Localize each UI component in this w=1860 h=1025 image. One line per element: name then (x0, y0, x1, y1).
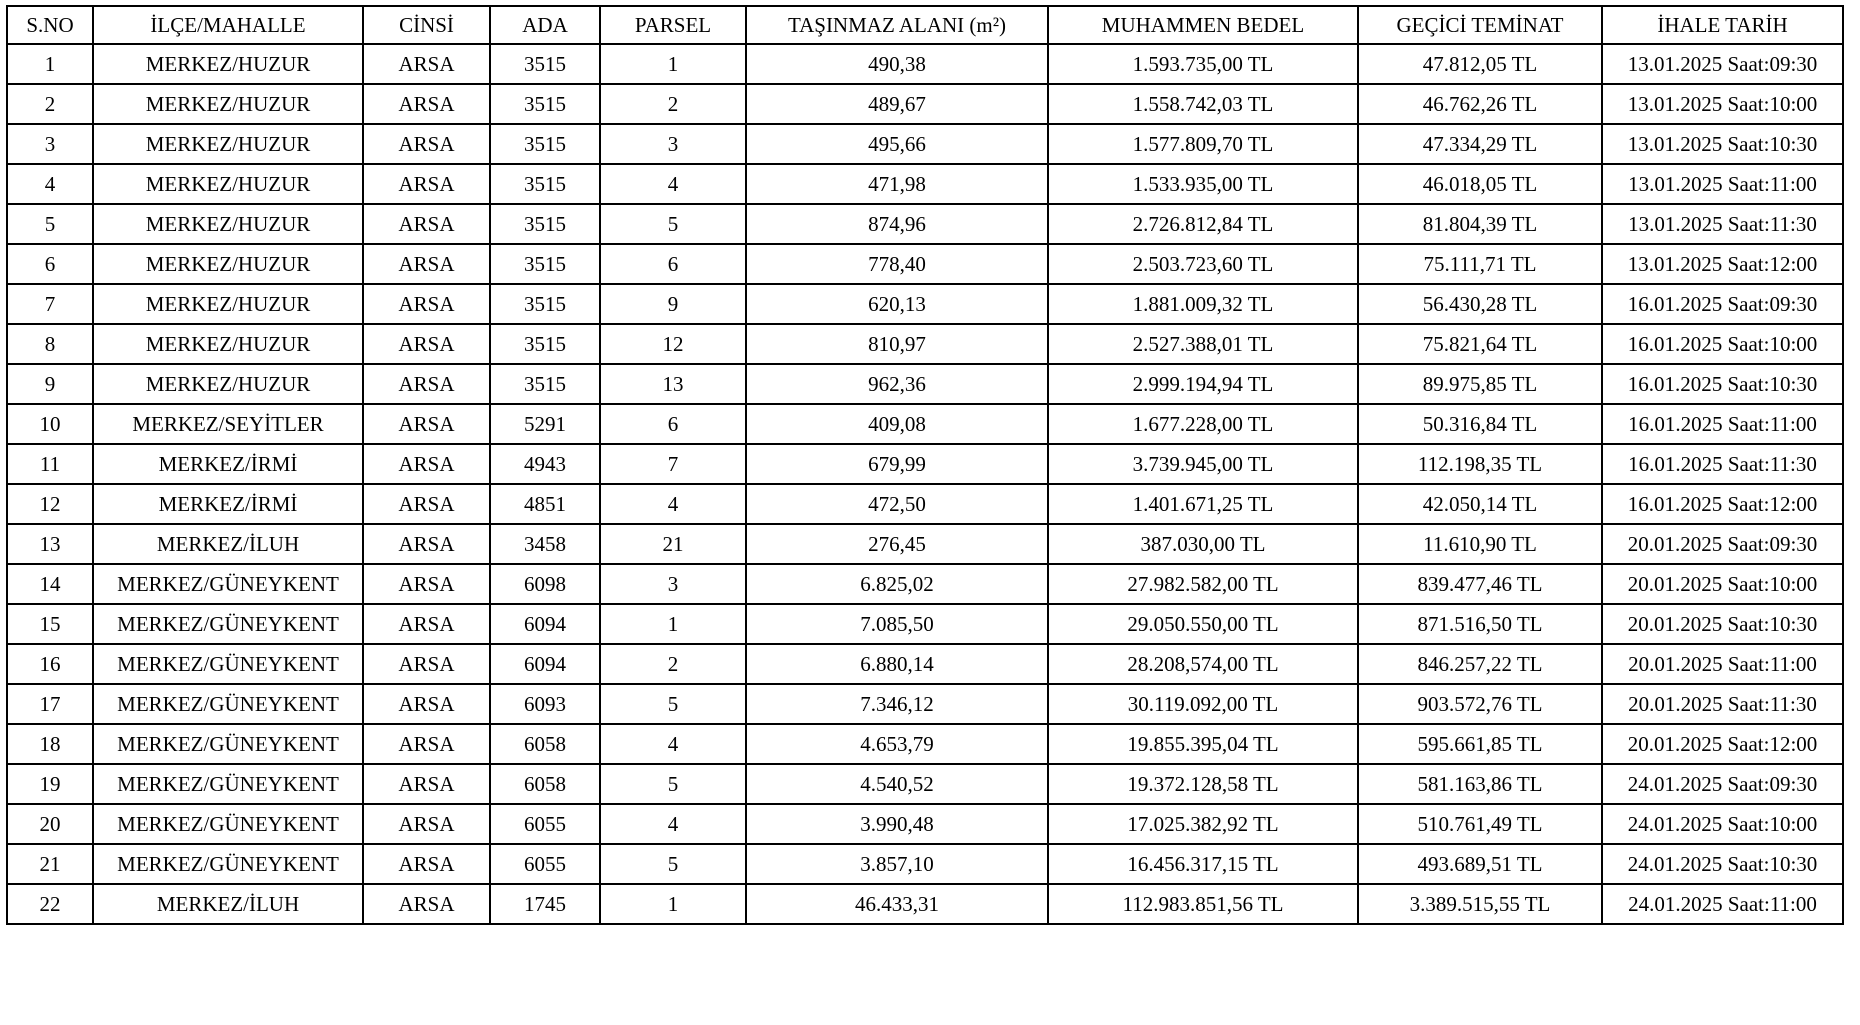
cell-gecici-teminat: 56.430,28 TL (1358, 284, 1602, 324)
cell-gecici-teminat: 47.334,29 TL (1358, 124, 1602, 164)
cell-muhammen-bedel: 1.677.228,00 TL (1048, 404, 1358, 444)
cell-ilce-mahalle: MERKEZ/GÜNEYKENT (93, 684, 363, 724)
cell-cinsi: ARSA (363, 204, 490, 244)
table-row (7, 124, 1843, 164)
table-row (7, 724, 1843, 764)
cell-muhammen-bedel: 2.726.812,84 TL (1048, 204, 1358, 244)
cell-sno: 8 (7, 324, 93, 364)
cell-ihale-tarih: 20.01.2025 Saat:10:00 (1602, 564, 1843, 604)
cell-ihale-tarih: 24.01.2025 Saat:10:30 (1602, 844, 1843, 884)
cell-ihale-tarih: 24.01.2025 Saat:09:30 (1602, 764, 1843, 804)
cell-ada: 3515 (490, 284, 600, 324)
cell-cinsi: ARSA (363, 844, 490, 884)
cell-parsel: 2 (600, 644, 746, 684)
cell-parsel: 6 (600, 244, 746, 284)
cell-gecici-teminat: 581.163,86 TL (1358, 764, 1602, 804)
cell-ihale-tarih: 16.01.2025 Saat:09:30 (1602, 284, 1843, 324)
cell-ihale-tarih: 13.01.2025 Saat:09:30 (1602, 44, 1843, 84)
cell-tasinmaz-alani: 6.825,02 (746, 564, 1048, 604)
table-row (7, 444, 1843, 484)
auction-table (6, 5, 1844, 925)
table-row (7, 844, 1843, 884)
cell-ilce-mahalle: MERKEZ/GÜNEYKENT (93, 564, 363, 604)
cell-ada: 6093 (490, 684, 600, 724)
cell-tasinmaz-alani: 874,96 (746, 204, 1048, 244)
cell-tasinmaz-alani: 490,38 (746, 44, 1048, 84)
cell-parsel: 9 (600, 284, 746, 324)
cell-parsel: 13 (600, 364, 746, 404)
column-header-tasinmaz-alani: TAŞINMAZ ALANI (m²) (746, 6, 1048, 44)
cell-ihale-tarih: 16.01.2025 Saat:11:30 (1602, 444, 1843, 484)
cell-muhammen-bedel: 17.025.382,92 TL (1048, 804, 1358, 844)
cell-ada: 3515 (490, 324, 600, 364)
cell-muhammen-bedel: 19.372.128,58 TL (1048, 764, 1358, 804)
cell-cinsi: ARSA (363, 164, 490, 204)
cell-sno: 17 (7, 684, 93, 724)
cell-ilce-mahalle: MERKEZ/HUZUR (93, 164, 363, 204)
cell-gecici-teminat: 3.389.515,55 TL (1358, 884, 1602, 924)
cell-gecici-teminat: 75.821,64 TL (1358, 324, 1602, 364)
cell-ada: 6094 (490, 604, 600, 644)
cell-ilce-mahalle: MERKEZ/GÜNEYKENT (93, 764, 363, 804)
cell-ada: 1745 (490, 884, 600, 924)
cell-cinsi: ARSA (363, 804, 490, 844)
table-row (7, 204, 1843, 244)
cell-sno: 12 (7, 484, 93, 524)
cell-cinsi: ARSA (363, 404, 490, 444)
cell-ilce-mahalle: MERKEZ/İRMİ (93, 444, 363, 484)
cell-ihale-tarih: 13.01.2025 Saat:10:30 (1602, 124, 1843, 164)
cell-ihale-tarih: 20.01.2025 Saat:11:30 (1602, 684, 1843, 724)
cell-cinsi: ARSA (363, 604, 490, 644)
cell-muhammen-bedel: 30.119.092,00 TL (1048, 684, 1358, 724)
cell-tasinmaz-alani: 4.653,79 (746, 724, 1048, 764)
cell-tasinmaz-alani: 46.433,31 (746, 884, 1048, 924)
table-row (7, 484, 1843, 524)
cell-sno: 6 (7, 244, 93, 284)
cell-ilce-mahalle: MERKEZ/HUZUR (93, 364, 363, 404)
cell-ilce-mahalle: MERKEZ/GÜNEYKENT (93, 844, 363, 884)
cell-tasinmaz-alani: 7.346,12 (746, 684, 1048, 724)
cell-ihale-tarih: 16.01.2025 Saat:11:00 (1602, 404, 1843, 444)
cell-ilce-mahalle: MERKEZ/İLUH (93, 884, 363, 924)
cell-gecici-teminat: 89.975,85 TL (1358, 364, 1602, 404)
cell-tasinmaz-alani: 679,99 (746, 444, 1048, 484)
cell-ada: 6055 (490, 844, 600, 884)
cell-ihale-tarih: 20.01.2025 Saat:12:00 (1602, 724, 1843, 764)
cell-ada: 6098 (490, 564, 600, 604)
cell-gecici-teminat: 47.812,05 TL (1358, 44, 1602, 84)
cell-ihale-tarih: 20.01.2025 Saat:10:30 (1602, 604, 1843, 644)
cell-ada: 6058 (490, 724, 600, 764)
cell-ihale-tarih: 20.01.2025 Saat:09:30 (1602, 524, 1843, 564)
cell-ihale-tarih: 13.01.2025 Saat:11:30 (1602, 204, 1843, 244)
cell-ada: 3515 (490, 124, 600, 164)
cell-gecici-teminat: 839.477,46 TL (1358, 564, 1602, 604)
cell-ilce-mahalle: MERKEZ/SEYİTLER (93, 404, 363, 444)
cell-ihale-tarih: 24.01.2025 Saat:10:00 (1602, 804, 1843, 844)
cell-sno: 19 (7, 764, 93, 804)
cell-sno: 10 (7, 404, 93, 444)
table-row (7, 284, 1843, 324)
cell-ada: 3515 (490, 244, 600, 284)
table-row (7, 564, 1843, 604)
cell-muhammen-bedel: 1.401.671,25 TL (1048, 484, 1358, 524)
cell-ada: 3515 (490, 364, 600, 404)
cell-tasinmaz-alani: 489,67 (746, 84, 1048, 124)
cell-muhammen-bedel: 16.456.317,15 TL (1048, 844, 1358, 884)
cell-parsel: 5 (600, 764, 746, 804)
cell-parsel: 2 (600, 84, 746, 124)
cell-ihale-tarih: 20.01.2025 Saat:11:00 (1602, 644, 1843, 684)
table-body (7, 44, 1843, 924)
cell-cinsi: ARSA (363, 644, 490, 684)
cell-ilce-mahalle: MERKEZ/HUZUR (93, 84, 363, 124)
cell-sno: 11 (7, 444, 93, 484)
table-row (7, 164, 1843, 204)
column-header-sno: S.NO (7, 6, 93, 44)
cell-ada: 3458 (490, 524, 600, 564)
cell-muhammen-bedel: 19.855.395,04 TL (1048, 724, 1358, 764)
cell-tasinmaz-alani: 778,40 (746, 244, 1048, 284)
cell-sno: 9 (7, 364, 93, 404)
cell-cinsi: ARSA (363, 244, 490, 284)
cell-ihale-tarih: 16.01.2025 Saat:10:30 (1602, 364, 1843, 404)
cell-cinsi: ARSA (363, 764, 490, 804)
cell-muhammen-bedel: 2.527.388,01 TL (1048, 324, 1358, 364)
cell-ada: 6058 (490, 764, 600, 804)
cell-tasinmaz-alani: 620,13 (746, 284, 1048, 324)
cell-sno: 3 (7, 124, 93, 164)
column-header-ihale-tarih: İHALE TARİH (1602, 6, 1843, 44)
cell-parsel: 4 (600, 724, 746, 764)
cell-ada: 3515 (490, 84, 600, 124)
cell-sno: 14 (7, 564, 93, 604)
cell-gecici-teminat: 871.516,50 TL (1358, 604, 1602, 644)
cell-muhammen-bedel: 387.030,00 TL (1048, 524, 1358, 564)
cell-tasinmaz-alani: 472,50 (746, 484, 1048, 524)
cell-muhammen-bedel: 3.739.945,00 TL (1048, 444, 1358, 484)
cell-gecici-teminat: 81.804,39 TL (1358, 204, 1602, 244)
cell-tasinmaz-alani: 3.857,10 (746, 844, 1048, 884)
column-header-gecici-teminat: GEÇİCİ TEMİNAT (1358, 6, 1602, 44)
cell-parsel: 7 (600, 444, 746, 484)
cell-ihale-tarih: 13.01.2025 Saat:10:00 (1602, 84, 1843, 124)
cell-parsel: 4 (600, 484, 746, 524)
cell-ada: 6055 (490, 804, 600, 844)
cell-parsel: 1 (600, 44, 746, 84)
cell-sno: 13 (7, 524, 93, 564)
cell-sno: 22 (7, 884, 93, 924)
cell-parsel: 1 (600, 604, 746, 644)
cell-ilce-mahalle: MERKEZ/GÜNEYKENT (93, 724, 363, 764)
cell-sno: 4 (7, 164, 93, 204)
cell-ihale-tarih: 13.01.2025 Saat:11:00 (1602, 164, 1843, 204)
cell-ada: 4943 (490, 444, 600, 484)
table-row (7, 404, 1843, 444)
cell-tasinmaz-alani: 7.085,50 (746, 604, 1048, 644)
cell-gecici-teminat: 46.018,05 TL (1358, 164, 1602, 204)
cell-gecici-teminat: 493.689,51 TL (1358, 844, 1602, 884)
cell-gecici-teminat: 50.316,84 TL (1358, 404, 1602, 444)
column-header-muhammen-bedel: MUHAMMEN BEDEL (1048, 6, 1358, 44)
cell-muhammen-bedel: 1.558.742,03 TL (1048, 84, 1358, 124)
cell-cinsi: ARSA (363, 524, 490, 564)
cell-parsel: 5 (600, 204, 746, 244)
cell-parsel: 21 (600, 524, 746, 564)
cell-tasinmaz-alani: 471,98 (746, 164, 1048, 204)
cell-ilce-mahalle: MERKEZ/HUZUR (93, 204, 363, 244)
cell-gecici-teminat: 112.198,35 TL (1358, 444, 1602, 484)
cell-ilce-mahalle: MERKEZ/İLUH (93, 524, 363, 564)
cell-ada: 4851 (490, 484, 600, 524)
header-row (7, 6, 1843, 44)
cell-ilce-mahalle: MERKEZ/GÜNEYKENT (93, 804, 363, 844)
cell-tasinmaz-alani: 276,45 (746, 524, 1048, 564)
cell-cinsi: ARSA (363, 284, 490, 324)
cell-gecici-teminat: 903.572,76 TL (1358, 684, 1602, 724)
column-header-ilce-mahalle: İLÇE/MAHALLE (93, 6, 363, 44)
cell-gecici-teminat: 510.761,49 TL (1358, 804, 1602, 844)
column-header-cinsi: CİNSİ (363, 6, 490, 44)
cell-cinsi: ARSA (363, 484, 490, 524)
table-row (7, 644, 1843, 684)
cell-ihale-tarih: 13.01.2025 Saat:12:00 (1602, 244, 1843, 284)
table-row (7, 524, 1843, 564)
cell-sno: 21 (7, 844, 93, 884)
cell-tasinmaz-alani: 6.880,14 (746, 644, 1048, 684)
cell-cinsi: ARSA (363, 44, 490, 84)
cell-tasinmaz-alani: 4.540,52 (746, 764, 1048, 804)
cell-tasinmaz-alani: 962,36 (746, 364, 1048, 404)
cell-cinsi: ARSA (363, 564, 490, 604)
cell-ilce-mahalle: MERKEZ/HUZUR (93, 284, 363, 324)
cell-parsel: 4 (600, 804, 746, 844)
table-row (7, 44, 1843, 84)
cell-cinsi: ARSA (363, 324, 490, 364)
cell-ada: 6094 (490, 644, 600, 684)
cell-tasinmaz-alani: 810,97 (746, 324, 1048, 364)
cell-ilce-mahalle: MERKEZ/HUZUR (93, 44, 363, 84)
cell-muhammen-bedel: 112.983.851,56 TL (1048, 884, 1358, 924)
table-row (7, 804, 1843, 844)
cell-gecici-teminat: 75.111,71 TL (1358, 244, 1602, 284)
cell-muhammen-bedel: 1.593.735,00 TL (1048, 44, 1358, 84)
cell-sno: 7 (7, 284, 93, 324)
cell-tasinmaz-alani: 495,66 (746, 124, 1048, 164)
cell-cinsi: ARSA (363, 364, 490, 404)
cell-sno: 20 (7, 804, 93, 844)
cell-parsel: 5 (600, 844, 746, 884)
cell-cinsi: ARSA (363, 884, 490, 924)
cell-sno: 5 (7, 204, 93, 244)
table-row (7, 604, 1843, 644)
cell-muhammen-bedel: 29.050.550,00 TL (1048, 604, 1358, 644)
table-row (7, 884, 1843, 924)
cell-ilce-mahalle: MERKEZ/HUZUR (93, 324, 363, 364)
cell-ihale-tarih: 16.01.2025 Saat:12:00 (1602, 484, 1843, 524)
cell-ada: 3515 (490, 204, 600, 244)
cell-tasinmaz-alani: 3.990,48 (746, 804, 1048, 844)
cell-cinsi: ARSA (363, 84, 490, 124)
cell-parsel: 1 (600, 884, 746, 924)
cell-sno: 15 (7, 604, 93, 644)
cell-tasinmaz-alani: 409,08 (746, 404, 1048, 444)
table-row (7, 244, 1843, 284)
cell-muhammen-bedel: 28.208,574,00 TL (1048, 644, 1358, 684)
cell-ilce-mahalle: MERKEZ/HUZUR (93, 124, 363, 164)
cell-cinsi: ARSA (363, 684, 490, 724)
cell-sno: 18 (7, 724, 93, 764)
cell-ada: 3515 (490, 44, 600, 84)
cell-cinsi: ARSA (363, 124, 490, 164)
cell-muhammen-bedel: 2.503.723,60 TL (1048, 244, 1358, 284)
cell-muhammen-bedel: 1.881.009,32 TL (1048, 284, 1358, 324)
cell-sno: 1 (7, 44, 93, 84)
table-row (7, 764, 1843, 804)
cell-ihale-tarih: 24.01.2025 Saat:11:00 (1602, 884, 1843, 924)
cell-ilce-mahalle: MERKEZ/HUZUR (93, 244, 363, 284)
table-row (7, 684, 1843, 724)
cell-gecici-teminat: 42.050,14 TL (1358, 484, 1602, 524)
cell-ilce-mahalle: MERKEZ/GÜNEYKENT (93, 604, 363, 644)
cell-ada: 3515 (490, 164, 600, 204)
cell-ilce-mahalle: MERKEZ/GÜNEYKENT (93, 644, 363, 684)
cell-ada: 5291 (490, 404, 600, 444)
column-header-ada: ADA (490, 6, 600, 44)
cell-muhammen-bedel: 1.577.809,70 TL (1048, 124, 1358, 164)
cell-sno: 16 (7, 644, 93, 684)
column-header-parsel: PARSEL (600, 6, 746, 44)
cell-parsel: 4 (600, 164, 746, 204)
cell-ilce-mahalle: MERKEZ/İRMİ (93, 484, 363, 524)
table-row (7, 324, 1843, 364)
table-row (7, 364, 1843, 404)
cell-muhammen-bedel: 27.982.582,00 TL (1048, 564, 1358, 604)
cell-parsel: 3 (600, 564, 746, 604)
cell-gecici-teminat: 846.257,22 TL (1358, 644, 1602, 684)
cell-gecici-teminat: 11.610,90 TL (1358, 524, 1602, 564)
cell-cinsi: ARSA (363, 724, 490, 764)
cell-ihale-tarih: 16.01.2025 Saat:10:00 (1602, 324, 1843, 364)
cell-sno: 2 (7, 84, 93, 124)
cell-muhammen-bedel: 2.999.194,94 TL (1048, 364, 1358, 404)
cell-muhammen-bedel: 1.533.935,00 TL (1048, 164, 1358, 204)
table-header (7, 6, 1843, 44)
cell-gecici-teminat: 46.762,26 TL (1358, 84, 1602, 124)
cell-gecici-teminat: 595.661,85 TL (1358, 724, 1602, 764)
cell-parsel: 5 (600, 684, 746, 724)
cell-parsel: 3 (600, 124, 746, 164)
cell-parsel: 6 (600, 404, 746, 444)
table-row (7, 84, 1843, 124)
cell-parsel: 12 (600, 324, 746, 364)
cell-cinsi: ARSA (363, 444, 490, 484)
